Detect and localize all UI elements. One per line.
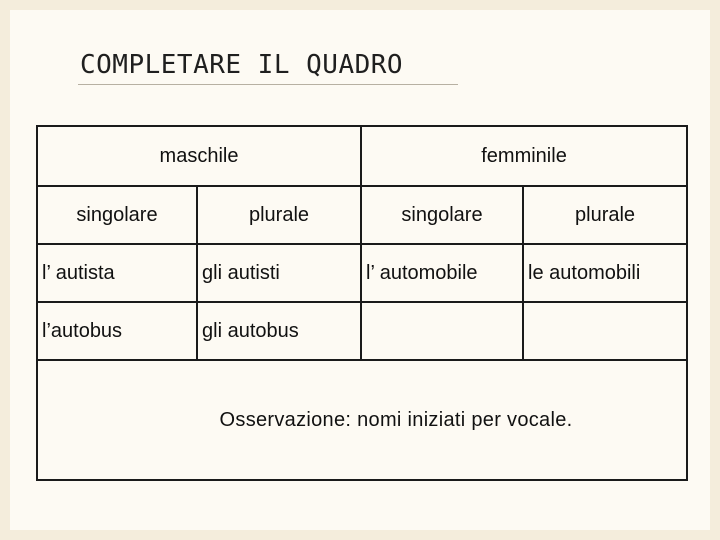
- table-cell: l’ automobile: [361, 244, 523, 302]
- number-header-row: [37, 186, 687, 244]
- gender-header-row: [37, 126, 687, 186]
- table-cell: le automobili: [523, 244, 687, 302]
- noun-table: [36, 125, 688, 481]
- table-cell: l’ autista: [37, 244, 197, 302]
- table-cell: gli autobus: [197, 302, 361, 360]
- header-femminile: femminile: [361, 126, 687, 186]
- header-masc-singolare: singolare: [37, 186, 197, 244]
- table-cell: l’autobus: [37, 302, 197, 360]
- table-cell: gli autisti: [197, 244, 361, 302]
- table-cell-empty: [523, 302, 687, 360]
- table-row: [37, 244, 687, 302]
- table-cell-empty: [361, 302, 523, 360]
- header-maschile: maschile: [37, 126, 361, 186]
- title-underline: [78, 84, 458, 85]
- observation-note: Osservazione: nomi iniziati per vocale.: [219, 408, 573, 431]
- note-row: [37, 360, 687, 480]
- header-fem-plurale: plurale: [523, 186, 687, 244]
- slide-title: COMPLETARE IL QUADRO: [80, 50, 404, 80]
- note-cell: [37, 360, 687, 480]
- header-masc-plurale: plurale: [197, 186, 361, 244]
- header-fem-singolare: singolare: [361, 186, 523, 244]
- table-row: [37, 302, 687, 360]
